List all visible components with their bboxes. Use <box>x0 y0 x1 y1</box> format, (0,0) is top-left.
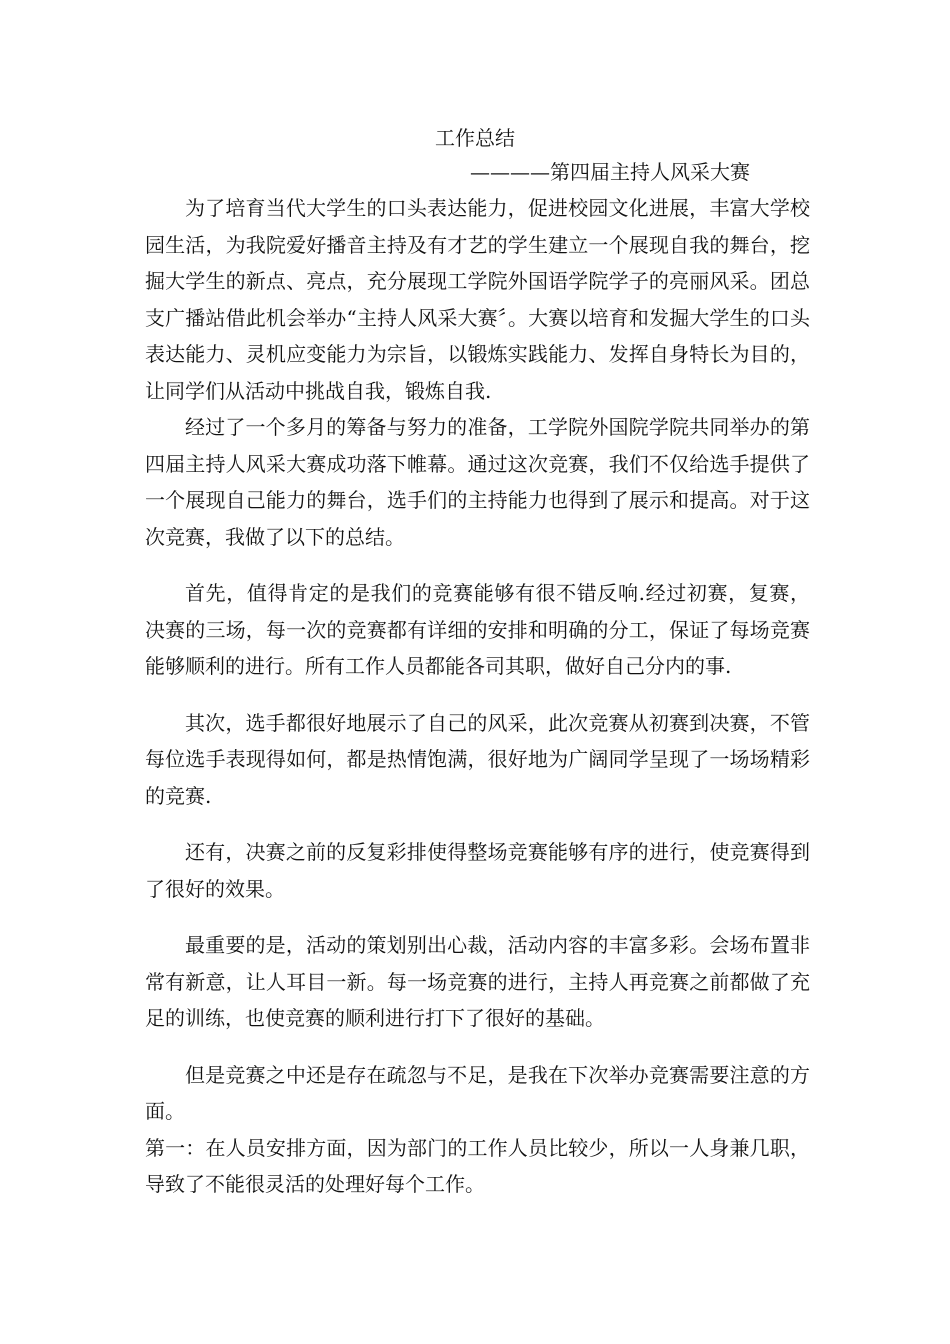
paragraph-second-point: 其次，选手都很好地展示了自己的风采，此次竞赛从初赛到决赛，不管每位选手表现得如何，都是热情饱满，很好地为广阔同学呈现了一场场精彩的竞赛. <box>145 710 810 808</box>
paragraph-shortcoming-one: 第一：在人员安排方面，因为部门的工作人员比较少，所以一人身兼几职，导致了不能很灵活的处理好每个工作。 <box>145 1135 810 1196</box>
paragraph-preparation: 经过了一个多月的筹备与努力的准备，工学院外国院学院共同举办的第四届主持人风采大赛成功落下帷幕。通过这次竞赛，我们不仅给选手提供了一个展现自己能力的舞台，选手们的主持能力也得到了展示和提高。对于这次竞赛，我做了以下的总结。 <box>145 415 810 549</box>
paragraph-fourth-point: 最重要的是，活动的策划别出心裁，活动内容的丰富多彩。会场布置非常有新意，让人耳目一新。每一场竞赛的进行，主持人再竞赛之前都做了充足的训练，也使竞赛的顺利进行打下了很好的基础。 <box>145 933 810 1030</box>
document-title: 工作总结 <box>435 126 515 150</box>
paragraph-intro: 为了培育当代大学生的口头表达能力，促进校园文化进展，丰富大学校园生活，为我院爱好播音主持及有才艺的学生建立一个展现自我的舞台，挖掘大学生的新点、亮点，充分展现工学院外国语学院学子的亮丽风采。团总支广播站借此机会举办“主持人风采大赛〞。大赛以培育和发掘大学生的口头表达能力、灵机应变能力为宗旨，以锻炼实践能力、发挥自身特长为目的，让同学们从活动中挑战自我，锻炼自我. <box>145 196 810 403</box>
document-body <box>145 190 810 1203</box>
paragraph-third-point: 还有，决赛之前的反复彩排使得整场竞赛能够有序的进行，使竞赛得到了很好的效果。 <box>145 840 810 901</box>
paragraph-first-point: 首先，值得肯定的是我们的竞赛能够有很不错反响.经过初赛，复赛，决赛的三场，每一次的竞赛都有详细的安排和明确的分工，保证了每场竞赛能够顺利的进行。所有工作人员都能各司其职，做好自己分内的事. <box>145 581 810 678</box>
paragraph-shortcomings: 但是竞赛之中还是存在疏忽与不足，是我在下次举办竞赛需要注意的方面。 <box>145 1062 810 1123</box>
document-subtitle: ————第四届主持人风采大赛 <box>470 160 750 184</box>
